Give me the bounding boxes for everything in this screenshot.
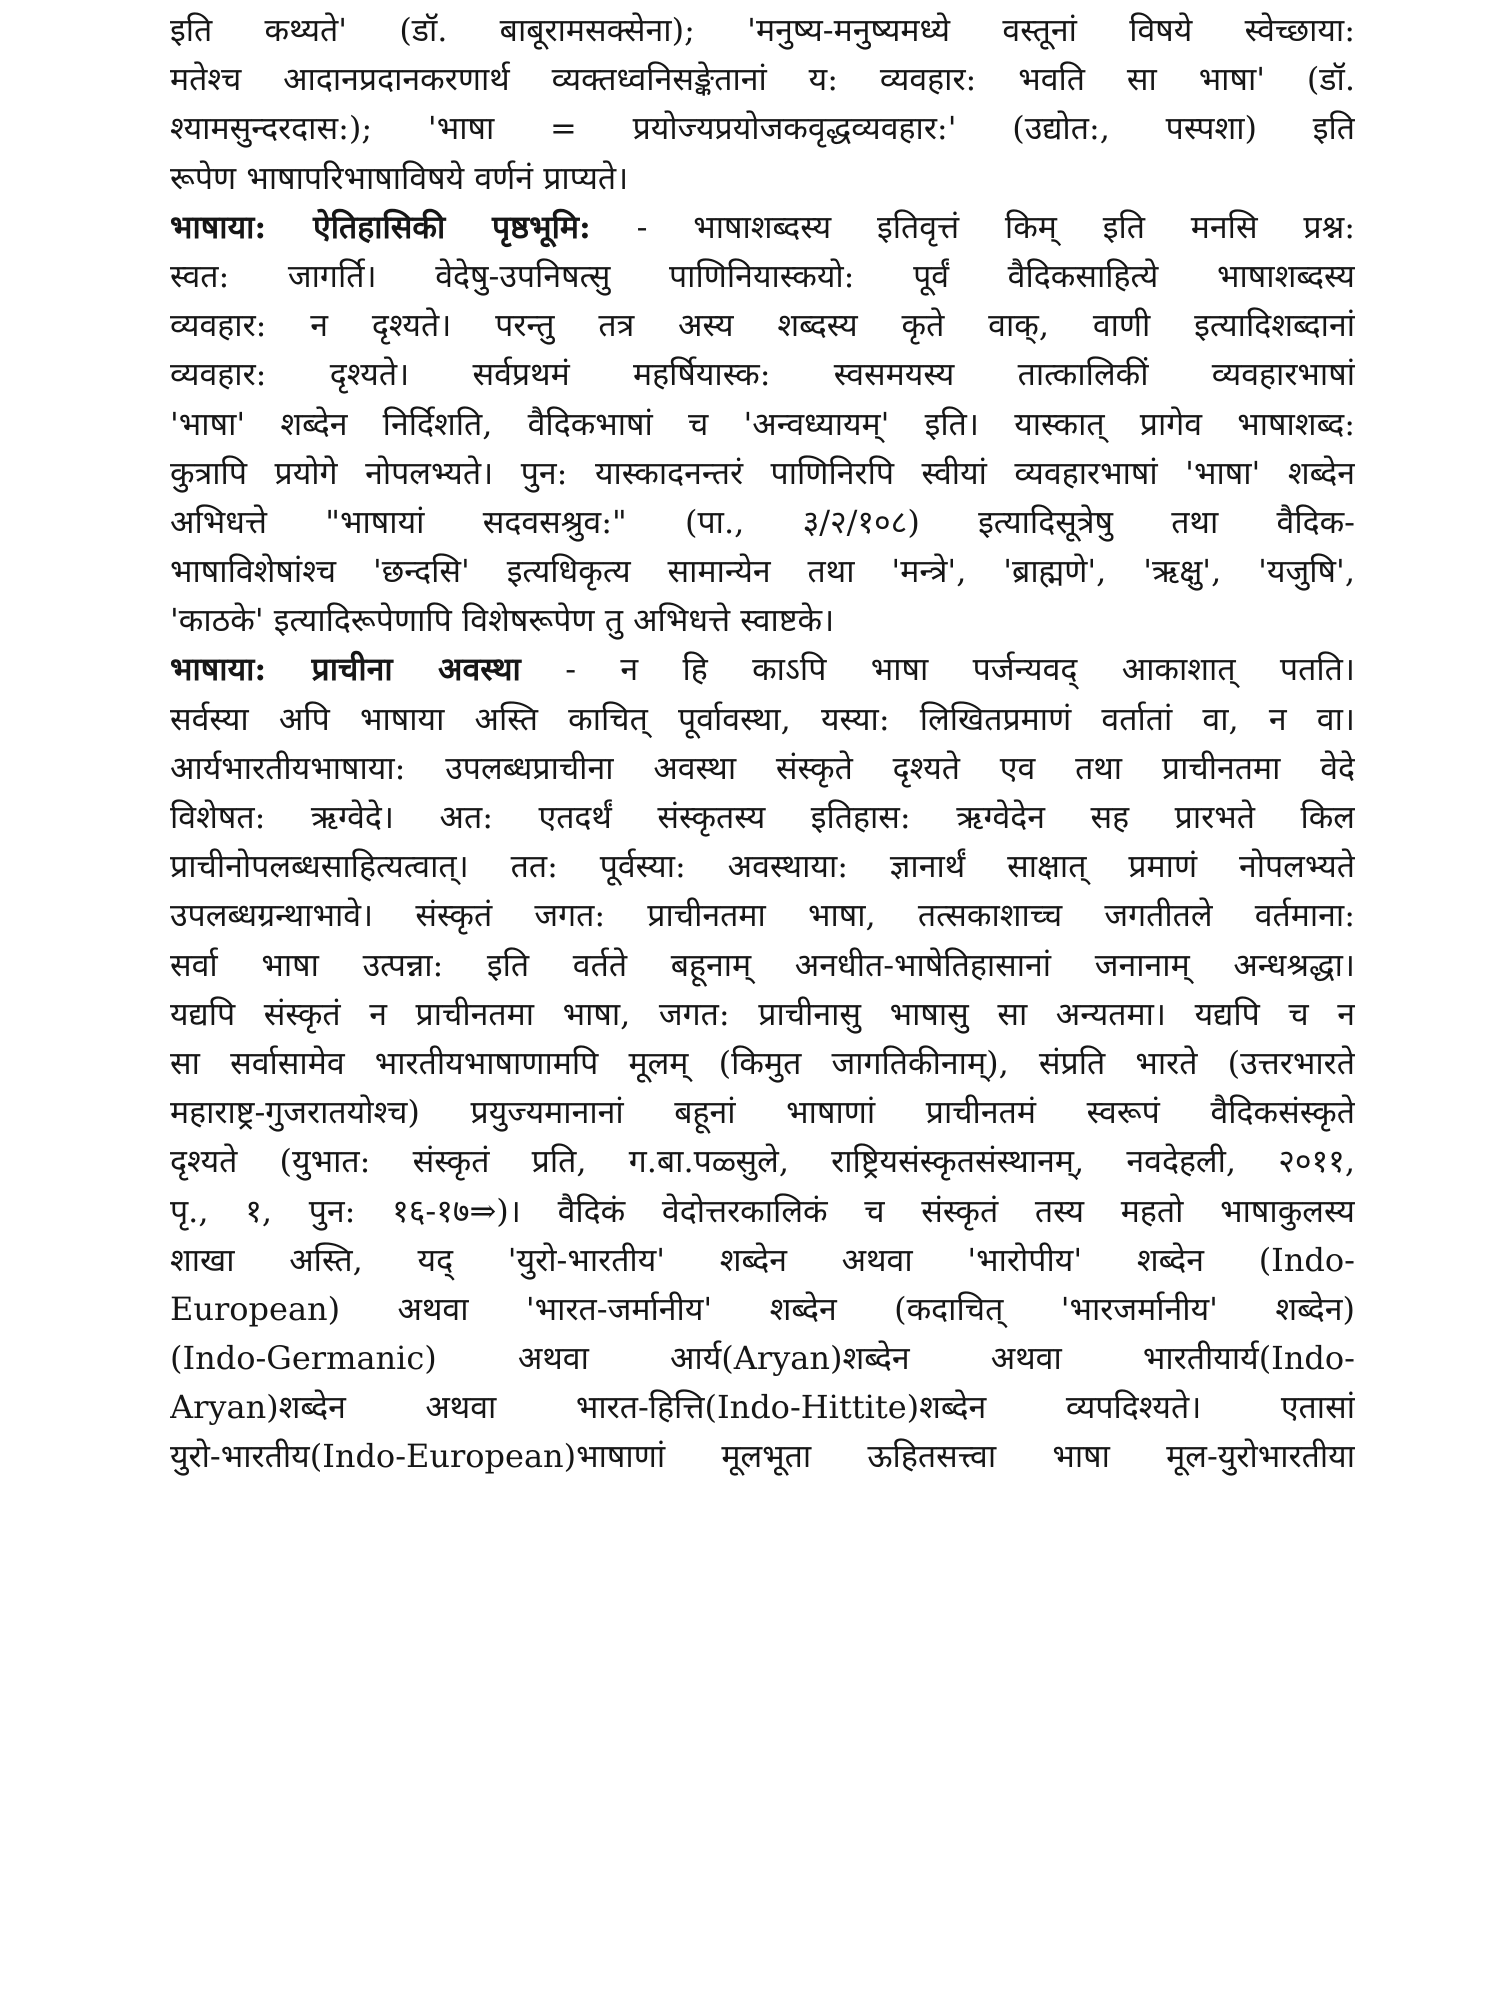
text-line: व्यवहार: दृश्यते। सर्वप्रथमं महर्षियास्क: स्वसमयस्य तात्कालिकीं व्यवहारभाषां [170,355,1355,394]
text-span: - भाषाशब्दस्य इतिवृत्तं किम् इति मनसि प्रश्न: [636,207,1355,246]
text-line: सर्वस्या अपि भाषाया अस्ति काचित् पूर्वावस्था, यस्या: लिखितप्रमाणं वर्तातां वा, न वा। [170,699,1355,738]
text-span: - न हि काऽपि भाषा पर्जन्यवद् आकाशात् पतति। [565,650,1355,689]
text-line: श्यामसुन्दरदास:); 'भाषा = प्रयोज्यप्रयोजकवृद्धव्यवहार:' (उद्योत:, पस्पशा) इति [170,109,1355,148]
text-line: अभिधत्ते "भाषायां सदवसश्रुव:" (पा., ३/२/१०८) इत्यादिसूत्रेषु तथा वैदिक- [170,502,1355,541]
text-line: यद्यपि संस्कृतं न प्राचीनतमा भाषा, जगत: प्राचीनासु भाषासु सा अन्यतमा। यद्यपि च न [170,994,1355,1033]
text-line: सर्वा भाषा उत्पन्ना: इति वर्तते बहूनाम् अनधीत-भाषेतिहासानां जनानाम् अन्धश्रद्धा। [170,945,1355,984]
text-line: 'भाषा' शब्देन निर्दिशति, वैदिकभाषां च 'अन्वध्यायम्' इति। यास्कात् प्रागेव भाषाशब्द: [170,404,1355,443]
text-line: दृश्यते (युभात: संस्कृतं प्रति, ग.बा.पळ्सुले, राष्ट्रियसंस्कृतसंस्थानम्, नवदेहली, २०११, [170,1142,1355,1181]
document-page [170,6,1355,1994]
text-line: शाखा अस्ति, यद् 'युरो-भारतीय' शब्देन अथवा 'भारोपीय' शब्देन (Indo- [170,1240,1355,1279]
text-line: स्वत: जागर्ति। वेदेषु-उपनिषत्सु पाणिनियास्कयो: पूर्वं वैदिकसाहित्ये भाषाशब्दस्य [170,256,1355,295]
text-line: उपलब्धग्रन्थाभावे। संस्कृतं जगत: प्राचीनतमा भाषा, तत्सकाशाच्च जगतीतले वर्तमाना: [170,896,1355,935]
text-line: (Indo-Germanic) अथवा आर्य(Aryan)शब्देन अथवा भारतीयार्य(Indo- [170,1339,1355,1378]
section-heading-line [170,645,1355,694]
section-heading-ancient-state: भाषाया: प्राचीना अवस्था [170,650,521,689]
text-line: आर्यभारतीयभाषाया: उपलब्धप्राचीना अवस्था संस्कृते दृश्यते एव तथा प्राचीनतमा वेदे [170,748,1355,787]
text-line: विशेषत: ऋग्वेदे। अत: एतदर्थं संस्कृतस्य इतिहास: ऋग्वेदेन सह प्रारभते किल [170,798,1355,836]
text-line: कुत्रापि प्रयोगे नोपलभ्यते। पुन: यास्कादनन्तरं पाणिनिरपि स्वीयां व्यवहारभाषां 'भाषा' शब्देन [170,453,1355,492]
text-line: Aryan)शब्देन अथवा भारत-हित्ति(Indo-Hittite)शब्देन व्यपदिश्यते। एतासां [170,1388,1355,1427]
text-line: महाराष्ट्र-गुजरातयोश्च) प्रयुज्यमानानां बहूनां भाषाणां प्राचीनतमं स्वरूपं वैदिकसंस्कृते [170,1093,1355,1132]
section-heading-historical-background: भाषाया: ऐतिहासिकी पृष्ठभूमि: [170,207,591,246]
text-line: मतेश्च आदानप्रदानकरणार्थ व्यक्तध्वनिसङ्केतानां य: व्यवहार: भवति सा भाषा' (डॉ. [170,60,1355,99]
text-line: European) अथवा 'भारत-जर्मानीय' शब्देन (कदाचित् 'भारजर्मानीय' शब्देन) [170,1289,1355,1328]
text-line: इति कथ्यते' (डॉ. बाबूरामसक्सेना); 'मनुष्य-मनुष्यमध्ये वस्तूनां विषये स्वेच्छाया: [170,11,1355,49]
text-line: प्राचीनोपलब्धसाहित्यत्वात्। तत: पूर्वस्या: अवस्थाया: ज्ञानार्थं साक्षात् प्रमाणं नोपलभ्यते [170,847,1355,886]
text-line: युरो-भारतीय(Indo-European)भाषाणां मूलभूता ऊहितसत्त्वा भाषा मूल-युरोभारतीया [170,1437,1355,1476]
section-heading-line [170,203,1355,252]
text-line: सा सर्वासामेव भारतीयभाषाणामपि मूलम् (किमुत जागतिकीनाम्), संप्रति भारते (उत्तरभारते [170,1043,1355,1082]
text-line: पृ., १, पुन: १६-१७⇒)। वैदिकं वेदोत्तरकालिकं च संस्कृतं तस्य महतो भाषाकुलस्य [170,1191,1355,1230]
text-line: रूपेण भाषापरिभाषाविषये वर्णनं प्राप्यते। [170,158,629,197]
text-line: भाषाविशेषांश्च 'छन्दसि' इत्यधिकृत्य सामान्येन तथा 'मन्त्रे', 'ब्राह्मणे', 'ऋक्षु', 'यजुषि', [170,552,1355,591]
text-line: 'काठके' इत्यादिरूपेणापि विशेषरूपेण तु अभिधत्ते स्वाष्टके। [170,601,835,640]
text-line: व्यवहार: न दृश्यते। परन्तु तत्र अस्य शब्दस्य कृते वाक्, वाणी इत्यादिशब्दानां [170,306,1355,345]
